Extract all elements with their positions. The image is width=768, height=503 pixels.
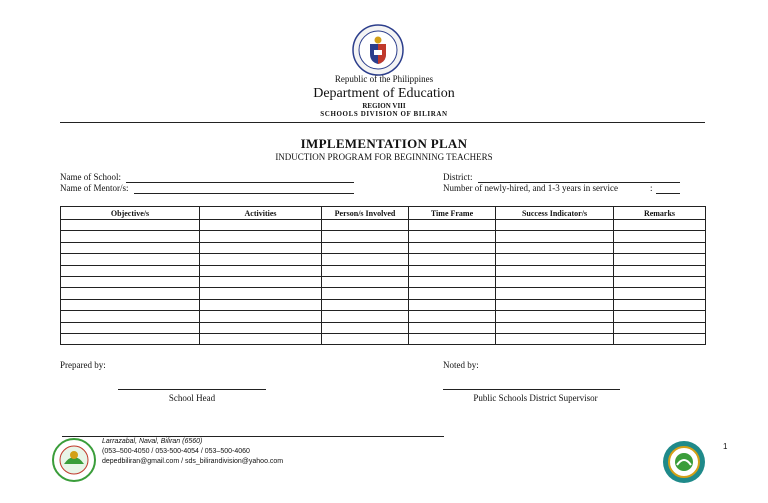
table-cell[interactable]	[496, 231, 614, 242]
table-cell[interactable]	[200, 265, 322, 276]
table-cell[interactable]	[614, 242, 706, 253]
table-cell[interactable]	[614, 231, 706, 242]
table-cell[interactable]	[496, 288, 614, 299]
table-cell[interactable]	[614, 299, 706, 310]
table-cell[interactable]	[200, 276, 322, 287]
school-head-role: School Head	[168, 393, 216, 403]
table-cell[interactable]	[614, 265, 706, 276]
table-row	[61, 333, 706, 344]
table-cell[interactable]	[614, 333, 706, 344]
table-cell[interactable]	[322, 322, 409, 333]
table-cell[interactable]	[322, 265, 409, 276]
table-cell[interactable]	[200, 333, 322, 344]
table-cell[interactable]	[409, 322, 496, 333]
table-cell[interactable]	[200, 288, 322, 299]
table-row	[61, 242, 706, 253]
table-cell[interactable]	[322, 254, 409, 265]
table-cell[interactable]	[200, 220, 322, 231]
column-header-objectives: Objective/s	[61, 207, 200, 220]
table-cell[interactable]	[409, 311, 496, 322]
table-cell[interactable]	[496, 299, 614, 310]
form-subtitle: INDUCTION PROGRAM FOR BEGINNING TEACHERS	[275, 152, 493, 162]
supervisor-role: Public Schools District Supervisor	[473, 393, 598, 403]
table-cell[interactable]	[61, 242, 200, 253]
table-row	[61, 322, 706, 333]
table-cell[interactable]	[61, 288, 200, 299]
footer-divider	[62, 436, 444, 437]
table-row	[61, 276, 706, 287]
deped-seal-icon	[352, 24, 404, 76]
footer-emails: depedbiliran@gmail.com / sds_bilirandivision@yahoo.com	[102, 458, 284, 465]
table-cell[interactable]	[409, 231, 496, 242]
teachers-count-field[interactable]	[656, 193, 680, 194]
republic-text: Republic of the Philippines	[334, 74, 434, 84]
table-cell[interactable]	[200, 311, 322, 322]
table-row	[61, 265, 706, 276]
table-row	[61, 288, 706, 299]
column-header-activities: Activities	[200, 207, 322, 220]
table-cell[interactable]	[496, 333, 614, 344]
table-cell[interactable]	[200, 322, 322, 333]
table-cell[interactable]	[496, 254, 614, 265]
table-row	[61, 311, 706, 322]
school-field[interactable]	[126, 182, 354, 183]
table-cell[interactable]	[61, 299, 200, 310]
region-text: REGION VIII	[362, 102, 406, 110]
table-cell[interactable]	[322, 333, 409, 344]
table-cell[interactable]	[614, 254, 706, 265]
table-cell[interactable]	[409, 265, 496, 276]
table-cell[interactable]	[322, 288, 409, 299]
table-cell[interactable]	[496, 220, 614, 231]
table-cell[interactable]	[322, 276, 409, 287]
school-label: Name of School:	[60, 172, 121, 182]
table-cell[interactable]	[409, 276, 496, 287]
table-cell[interactable]	[409, 220, 496, 231]
table-cell[interactable]	[61, 276, 200, 287]
teachers-count-colon: :	[650, 183, 653, 193]
implementation-plan-table	[60, 206, 706, 345]
table-cell[interactable]	[409, 333, 496, 344]
division-text: SCHOOLS DIVISION OF BILIRAN	[320, 110, 448, 118]
table-cell[interactable]	[614, 276, 706, 287]
table-cell[interactable]	[322, 299, 409, 310]
table-cell[interactable]	[614, 288, 706, 299]
table-cell[interactable]	[409, 242, 496, 253]
department-title: Department of Education	[313, 86, 455, 101]
table-cell[interactable]	[322, 311, 409, 322]
school-head-signature-line[interactable]	[118, 389, 266, 390]
form-title: IMPLEMENTATION PLAN	[300, 136, 468, 151]
table-cell[interactable]	[614, 311, 706, 322]
table-cell[interactable]	[496, 242, 614, 253]
table-cell[interactable]	[614, 220, 706, 231]
table-cell[interactable]	[496, 276, 614, 287]
table-cell[interactable]	[322, 220, 409, 231]
prepared-by-label: Prepared by:	[60, 360, 106, 370]
header-divider	[60, 122, 705, 123]
table-body	[61, 220, 706, 345]
column-header-time-frame: Time Frame	[409, 207, 496, 220]
table-cell[interactable]	[496, 265, 614, 276]
footer-address: Larrazabal, Naval, Biliran (6560)	[102, 438, 203, 445]
table-header-row	[61, 207, 706, 220]
table-cell[interactable]	[322, 231, 409, 242]
table-row	[61, 254, 706, 265]
column-header-success-indicators: Success Indicator/s	[496, 207, 614, 220]
table-cell[interactable]	[614, 322, 706, 333]
program-logo-icon	[662, 440, 706, 484]
district-label: District:	[443, 172, 473, 182]
mentor-label: Name of Mentor/s:	[60, 183, 129, 193]
table-cell[interactable]	[200, 242, 322, 253]
column-header-persons-involved: Person/s Involved	[322, 207, 409, 220]
table-cell[interactable]	[61, 231, 200, 242]
table-cell[interactable]	[61, 322, 200, 333]
noted-by-label: Noted by:	[443, 360, 479, 370]
mentor-field[interactable]	[134, 193, 354, 194]
table-cell[interactable]	[61, 333, 200, 344]
page-number: 1	[723, 442, 728, 451]
footer-phones: (053–500-4050 / 053-500-4054 / 053–500-4060	[102, 448, 250, 455]
table-cell[interactable]	[322, 242, 409, 253]
table-cell[interactable]	[496, 311, 614, 322]
table-cell[interactable]	[409, 254, 496, 265]
table-cell[interactable]	[61, 265, 200, 276]
division-logo-icon	[52, 438, 96, 482]
teachers-count-label: Number of newly-hired, and 1-3 years in service	[443, 183, 618, 193]
table-row	[61, 299, 706, 310]
table-cell[interactable]	[61, 220, 200, 231]
table-cell[interactable]	[200, 231, 322, 242]
table-cell[interactable]	[61, 311, 200, 322]
table-cell[interactable]	[61, 254, 200, 265]
supervisor-signature-line[interactable]	[443, 389, 620, 390]
table-cell[interactable]	[200, 299, 322, 310]
table-row	[61, 220, 706, 231]
table-cell[interactable]	[409, 299, 496, 310]
table-cell[interactable]	[496, 322, 614, 333]
column-header-remarks: Remarks	[614, 207, 706, 220]
table-row	[61, 231, 706, 242]
table-cell[interactable]	[200, 254, 322, 265]
table-cell[interactable]	[409, 288, 496, 299]
